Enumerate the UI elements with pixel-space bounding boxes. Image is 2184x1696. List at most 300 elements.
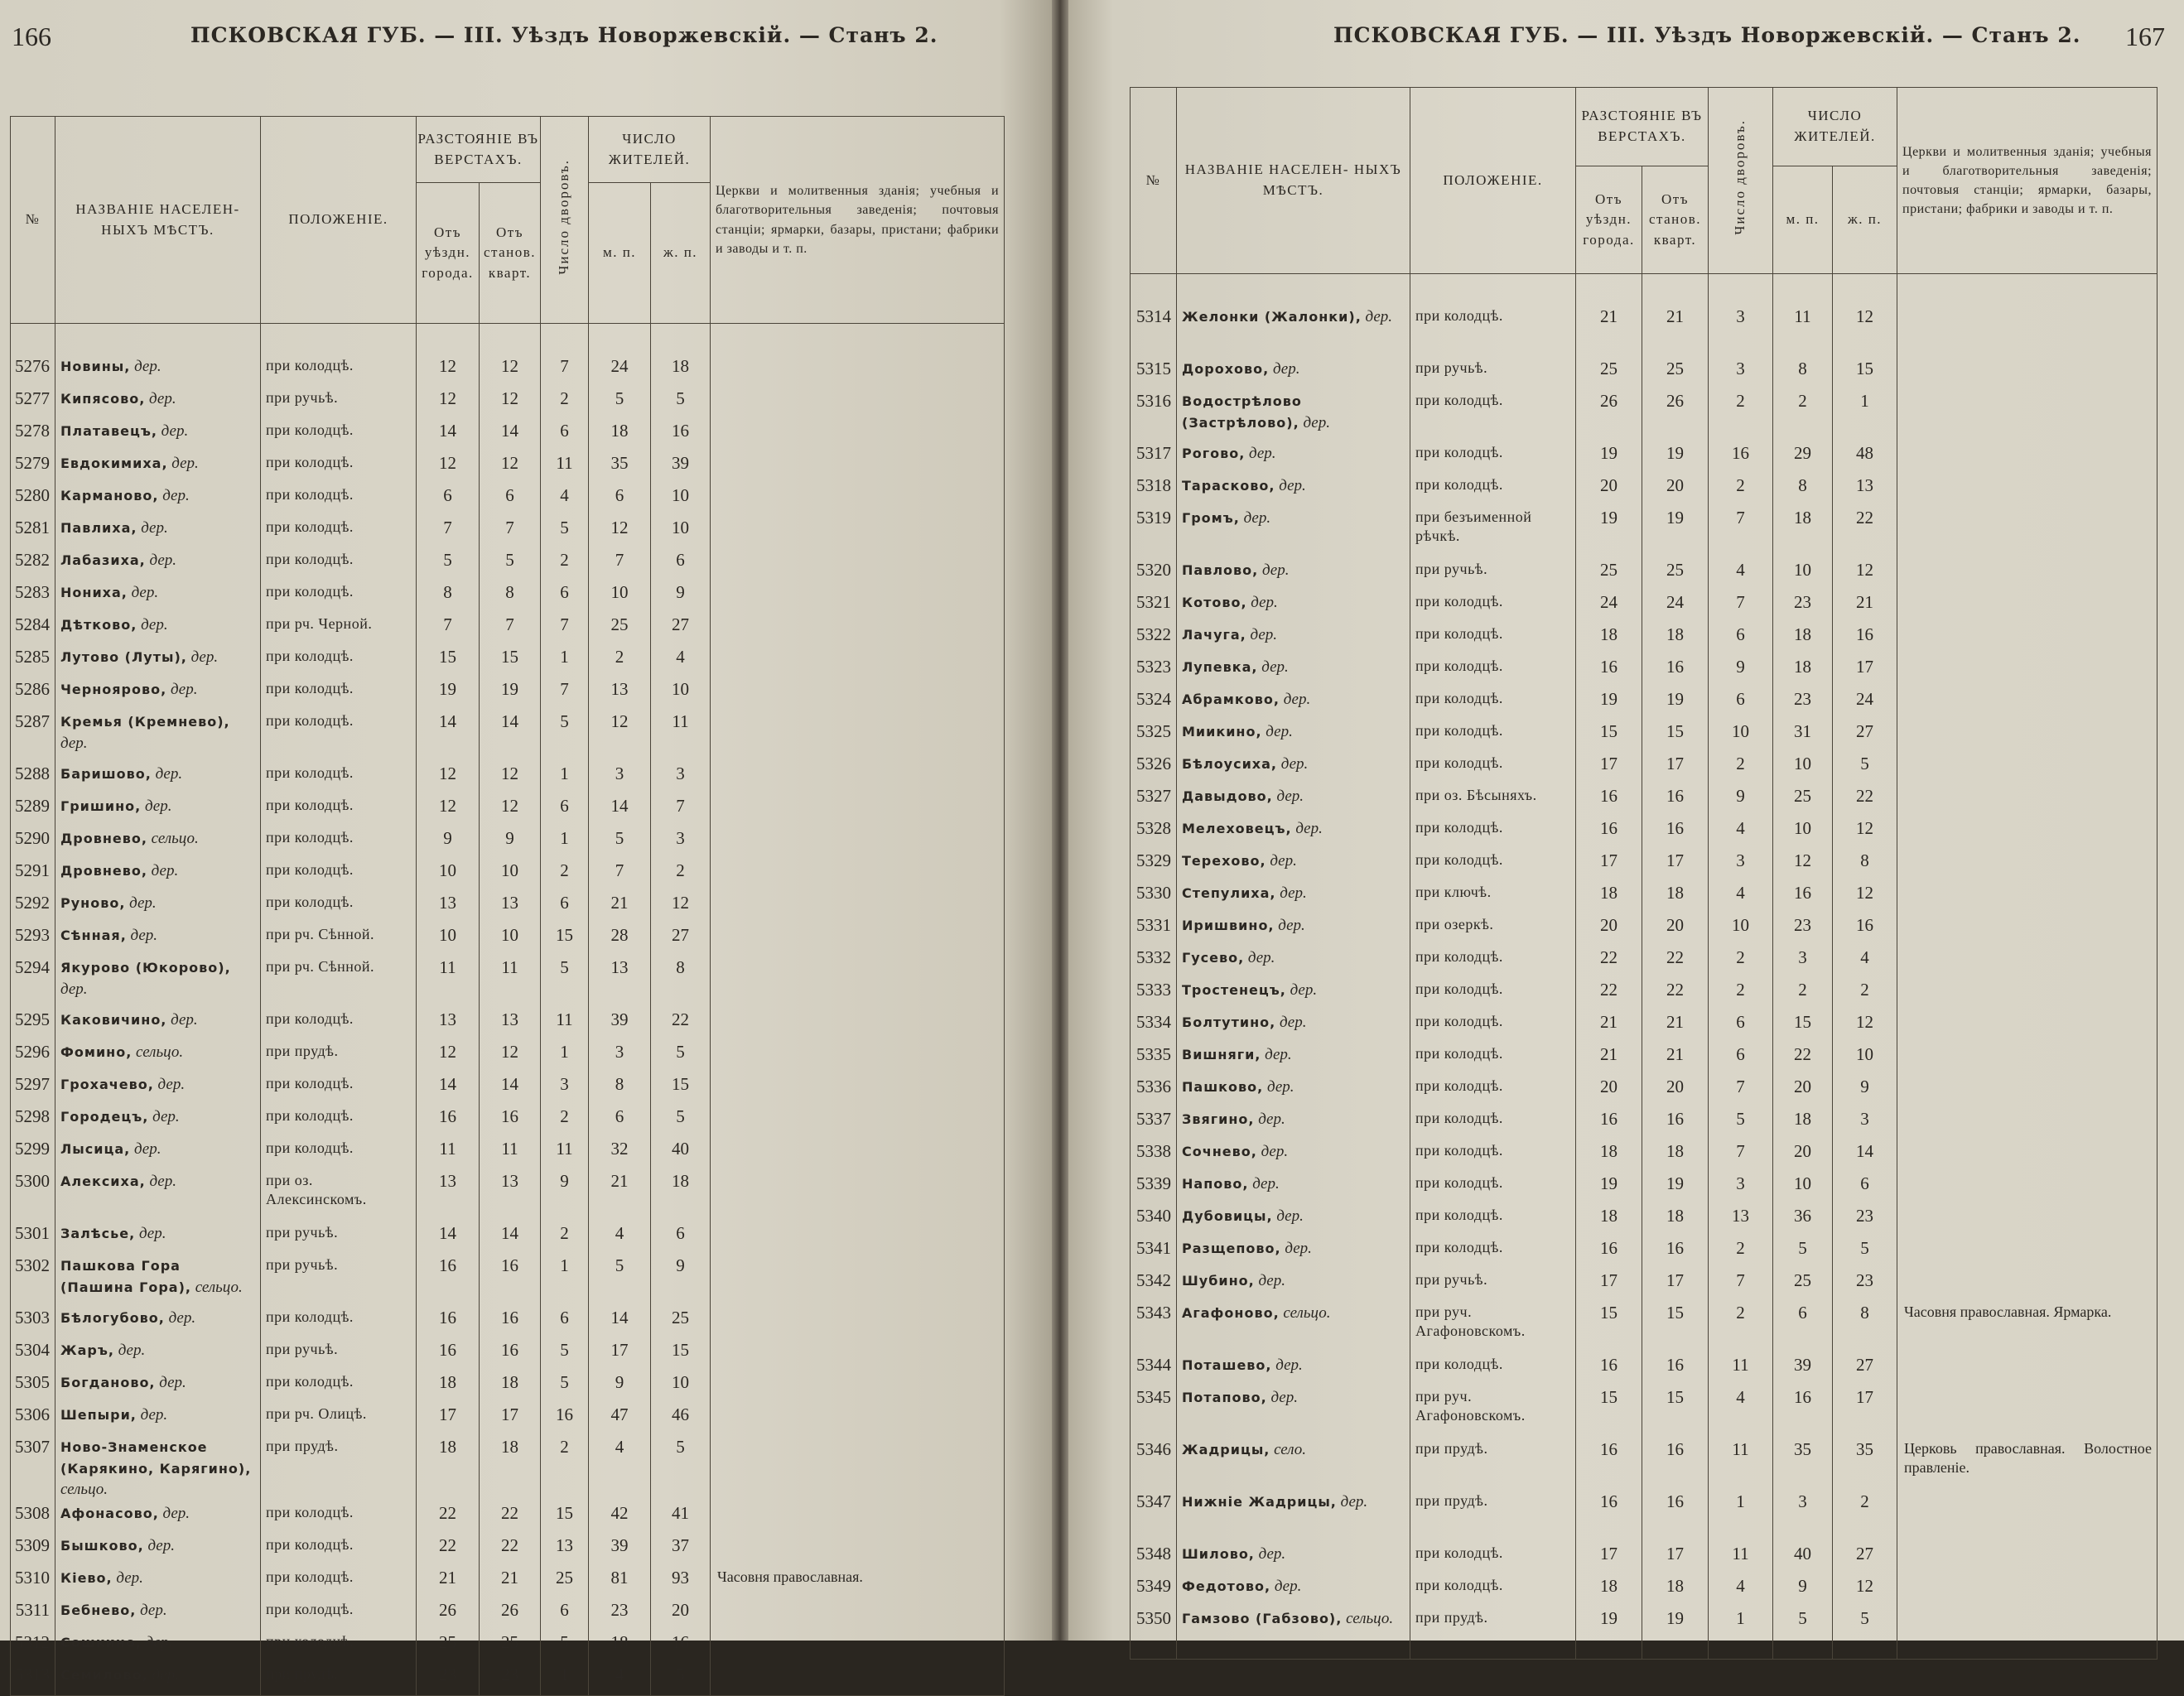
- settlement-title: Бѣлоусиха,: [1182, 756, 1277, 772]
- table-row: [11, 762, 1005, 794]
- female-count: 22: [1833, 506, 1897, 558]
- row-notes: [1897, 1075, 2157, 1107]
- table-row: [1131, 441, 2157, 474]
- distance-from-town: 18: [1576, 881, 1642, 913]
- female-count: 5: [1833, 1236, 1897, 1269]
- male-count: 20: [1773, 1140, 1833, 1172]
- settlement-type: дер.: [1278, 917, 1305, 934]
- settlement-type: дер.: [1243, 509, 1271, 527]
- male-count: 23: [1773, 590, 1833, 623]
- female-count: 14: [1833, 1140, 1897, 1172]
- row-position: при прудѣ.: [261, 1040, 417, 1072]
- row-notes: [1897, 752, 2157, 784]
- settlement-title: Разщепово,: [1182, 1241, 1281, 1256]
- distance-from-stan: 18: [1642, 1574, 1709, 1607]
- female-count: 41: [651, 1501, 711, 1534]
- row-position: при колодцѣ.: [261, 1371, 417, 1403]
- row-notes: [711, 1254, 1005, 1306]
- settlement-type: дер.: [144, 797, 172, 815]
- male-count: 36: [1773, 1204, 1833, 1236]
- row-position: при колодцѣ.: [261, 1631, 417, 1663]
- female-count: 3: [651, 826, 711, 859]
- households-count: 1: [541, 645, 589, 677]
- settlement-title: Богданово,: [60, 1375, 156, 1390]
- row-position: при колодцѣ.: [1410, 655, 1576, 687]
- header-name: НАЗВАНІЕ НАСЕЛЕН- НЫХЪ МѢСТЪ.: [1177, 88, 1410, 274]
- male-count: 7: [589, 859, 651, 891]
- row-number: 5319: [1131, 506, 1177, 558]
- row-notes: [711, 613, 1005, 645]
- table-row: [11, 1371, 1005, 1403]
- settlement-type: дер.: [171, 455, 199, 472]
- distance-from-town: 16: [417, 1306, 480, 1338]
- male-count: 25: [1773, 784, 1833, 817]
- row-number: 5292: [11, 891, 55, 923]
- distance-from-stan: 13: [480, 1169, 541, 1221]
- settlement-title: Алексиха,: [60, 1173, 146, 1189]
- settlement-name: [1177, 1301, 1410, 1353]
- settlement-name: [55, 516, 261, 548]
- settlement-name: [55, 1598, 261, 1631]
- distance-from-town: 12: [417, 354, 480, 387]
- table-row: [11, 516, 1005, 548]
- row-position: при колодцѣ.: [1410, 474, 1576, 506]
- distance-from-stan: 25: [480, 1631, 541, 1663]
- settlement-type: дер.: [149, 390, 176, 407]
- table-row: [1131, 506, 2157, 558]
- households-count: 2: [541, 387, 589, 419]
- distance-from-stan: 16: [480, 1338, 541, 1371]
- table-row: [1131, 784, 2157, 817]
- settlement-name: [1177, 655, 1410, 687]
- row-position: при колодцѣ.: [1410, 389, 1576, 441]
- row-notes: [711, 794, 1005, 826]
- row-notes: [711, 1040, 1005, 1072]
- table-row: [1131, 752, 2157, 784]
- households-count: 2: [541, 1221, 589, 1254]
- settlement-title: Миикино,: [1182, 724, 1262, 740]
- row-number: 5313: [11, 1663, 55, 1696]
- settlement-type: дер.: [151, 862, 179, 879]
- households-count: 10: [1709, 720, 1773, 752]
- households-count: 13: [541, 1534, 589, 1566]
- distance-from-stan: 6: [480, 484, 541, 516]
- settlement-title: Вишняги,: [1182, 1047, 1261, 1062]
- row-notes: [711, 1221, 1005, 1254]
- row-notes: [711, 1403, 1005, 1435]
- households-count: 2: [541, 859, 589, 891]
- row-number: 5325: [1131, 720, 1177, 752]
- settlement-type: дер.: [1295, 820, 1323, 837]
- table-row: [11, 1403, 1005, 1435]
- settlement-name: [55, 1221, 261, 1254]
- settlement-title: Нониха,: [60, 585, 128, 600]
- distance-from-stan: 18: [480, 1371, 541, 1403]
- row-notes: [711, 1534, 1005, 1566]
- distance-from-town: 16: [417, 1338, 480, 1371]
- households-count: 4: [1709, 558, 1773, 590]
- settlement-title: Тростенецъ,: [1182, 982, 1286, 998]
- settlement-title: Павлово,: [1182, 562, 1259, 578]
- settlement-type: дер.: [155, 765, 183, 783]
- distance-from-town: 14: [417, 1221, 480, 1254]
- distance-from-town: 18: [1576, 623, 1642, 655]
- row-position: при колодцѣ.: [1410, 1075, 1576, 1107]
- distance-from-town: 17: [1576, 849, 1642, 881]
- settlement-name: [55, 1566, 261, 1598]
- male-count: 10: [589, 581, 651, 613]
- female-count: 17: [1833, 655, 1897, 687]
- row-number: 5284: [11, 613, 55, 645]
- settlement-type: дер.: [1251, 594, 1278, 611]
- row-position: при колодцѣ.: [1410, 817, 1576, 849]
- table-row: [11, 548, 1005, 581]
- female-count: 5: [651, 1105, 711, 1137]
- settlement-title: Потапово,: [1182, 1390, 1267, 1405]
- female-count: 4: [651, 645, 711, 677]
- settlement-name: [55, 677, 261, 710]
- running-head: ПСКОВСКАЯ ГУБ. — III. Уѣздъ Новоржевскій. — Станъ 2.: [1333, 23, 2081, 47]
- table-row: [1131, 305, 2157, 357]
- settlement-type: дер.: [1252, 1175, 1280, 1192]
- female-count: 15: [1833, 357, 1897, 389]
- households-count: 2: [1709, 389, 1773, 441]
- row-number: 5306: [11, 1403, 55, 1435]
- male-count: 10: [1773, 817, 1833, 849]
- settlement-name: [55, 891, 261, 923]
- row-notes: [711, 923, 1005, 956]
- row-number: 5280: [11, 484, 55, 516]
- row-number: 5324: [1131, 687, 1177, 720]
- settlement-name: [55, 826, 261, 859]
- settlement-type: дер.: [118, 1342, 146, 1359]
- distance-from-town: 17: [1576, 1269, 1642, 1301]
- male-count: 10: [1773, 558, 1833, 590]
- settlement-title: Лачуга,: [1182, 627, 1246, 643]
- male-count: 3: [1773, 946, 1833, 978]
- settlement-title: Давыдово,: [1182, 788, 1273, 804]
- distance-from-stan: 17: [1642, 752, 1709, 784]
- settlement-title: Мелеховецъ,: [1182, 821, 1292, 836]
- distance-from-stan: 25: [1642, 357, 1709, 389]
- row-position: при колодцѣ.: [1410, 978, 1576, 1010]
- table-row: [11, 956, 1005, 1008]
- row-position: при колодцѣ.: [1410, 1542, 1576, 1574]
- distance-from-stan: 10: [480, 923, 541, 956]
- households-count: 1: [541, 1040, 589, 1072]
- table-row: [1131, 474, 2157, 506]
- table-row: [11, 419, 1005, 451]
- row-position: при руч. Агафоновскомъ.: [1410, 1385, 1576, 1438]
- female-count: 37: [651, 1534, 711, 1566]
- distance-from-town: 7: [417, 613, 480, 645]
- row-notes: [711, 451, 1005, 484]
- settlement-name: [55, 1631, 261, 1663]
- male-count: 5: [589, 387, 651, 419]
- header-position: ПОЛОЖЕНІЕ.: [1410, 88, 1576, 274]
- distance-from-town: 21: [1576, 1010, 1642, 1043]
- settlement-name: [1177, 1607, 1410, 1660]
- male-count: 13: [589, 677, 651, 710]
- table-row: [11, 1105, 1005, 1137]
- households-count: 6: [541, 1306, 589, 1338]
- distance-from-town: 22: [1576, 978, 1642, 1010]
- row-notes: [711, 1072, 1005, 1105]
- female-count: 4: [1833, 946, 1897, 978]
- female-count: 21: [1833, 590, 1897, 623]
- row-number: 5278: [11, 419, 55, 451]
- table-row: [1131, 1385, 2157, 1438]
- households-count: 4: [1709, 817, 1773, 849]
- distance-from-stan: 9: [480, 826, 541, 859]
- table-row: [11, 1306, 1005, 1338]
- distance-from-town: 21: [417, 1566, 480, 1598]
- households-count: 7: [541, 677, 589, 710]
- distance-from-stan: 16: [1642, 1353, 1709, 1385]
- row-number: 5295: [11, 1008, 55, 1040]
- male-count: 6: [589, 1105, 651, 1137]
- settlement-name: [1177, 849, 1410, 881]
- distance-from-stan: 17: [1642, 1269, 1709, 1301]
- settlement-name: [55, 645, 261, 677]
- row-position: при ручьѣ.: [1410, 558, 1576, 590]
- header-from-town: Отъ уѣздн. города.: [417, 183, 480, 324]
- table-row: [1131, 1438, 2157, 1490]
- female-count: 7: [651, 794, 711, 826]
- male-count: 13: [589, 956, 651, 1008]
- households-count: 5: [541, 1371, 589, 1403]
- distance-from-stan: 24: [1642, 590, 1709, 623]
- households-count: 2: [1709, 474, 1773, 506]
- distance-from-stan: 15: [1642, 720, 1709, 752]
- female-count: 27: [1833, 1542, 1897, 1574]
- distance-from-town: 14: [417, 1072, 480, 1105]
- households-count: 7: [541, 354, 589, 387]
- female-count: 18: [651, 354, 711, 387]
- settlement-type: дер.: [1365, 308, 1393, 325]
- settlement-title: Терехово,: [1182, 853, 1266, 869]
- settlement-name: [1177, 1043, 1410, 1075]
- settlement-title: Черноярово,: [60, 682, 167, 697]
- female-count: 24: [1833, 687, 1897, 720]
- settlement-title: Гусево,: [1182, 950, 1245, 966]
- table-row: [11, 484, 1005, 516]
- row-number: 5346: [1131, 1438, 1177, 1490]
- settlement-name: [1177, 913, 1410, 946]
- row-number: 5303: [11, 1306, 55, 1338]
- row-number: 5302: [11, 1254, 55, 1306]
- row-position: при колодцѣ.: [261, 794, 417, 826]
- row-position: при озеркѣ.: [1410, 913, 1576, 946]
- female-count: 15: [651, 1072, 711, 1105]
- distance-from-stan: 15: [1642, 1385, 1709, 1438]
- female-count: 5: [651, 1040, 711, 1072]
- female-count: 35: [1833, 1438, 1897, 1490]
- header-notes: Церкви и молитвенныя зданія; учебныя и благотворительныя заведенія; почтовыя станціи; ярмарки, базары, пристани; фабрики и заводы и т. п.: [711, 117, 1005, 324]
- settlement-type: дер.: [116, 1568, 143, 1587]
- distance-from-stan: 21: [1642, 1043, 1709, 1075]
- settlement-title: Кіево,: [60, 1569, 113, 1586]
- distance-from-stan: 17: [1642, 1542, 1709, 1574]
- table-row: [1131, 1607, 2157, 1660]
- settlement-title: Евдокимиха,: [60, 455, 168, 471]
- distance-from-town: 7: [417, 516, 480, 548]
- table-row: [1131, 1107, 2157, 1140]
- table-row: [11, 451, 1005, 484]
- households-count: 1: [541, 762, 589, 794]
- row-position: при колодцѣ.: [261, 451, 417, 484]
- row-position: при колодцѣ.: [1410, 1172, 1576, 1204]
- row-notes: [711, 645, 1005, 677]
- right-page: [1068, 0, 2184, 1641]
- settlement-type: дер.: [1276, 788, 1304, 805]
- settlement-name: [1177, 1269, 1410, 1301]
- households-count: 2: [1709, 946, 1773, 978]
- settlement-name: [55, 1008, 261, 1040]
- settlement-name: [55, 710, 261, 762]
- households-count: 3: [1709, 357, 1773, 389]
- settlement-title: Рогово,: [1182, 446, 1246, 461]
- distance-from-town: 12: [417, 794, 480, 826]
- settlement-name: [1177, 623, 1410, 655]
- distance-from-town: 22: [417, 1501, 480, 1534]
- distance-from-stan: 26: [1642, 389, 1709, 441]
- female-count: 10: [651, 1371, 711, 1403]
- settlement-name: [55, 484, 261, 516]
- settlement-type: дер.: [60, 980, 88, 998]
- row-position: при оз. Алексинскомъ.: [261, 1169, 417, 1221]
- row-number: 5297: [11, 1072, 55, 1105]
- table-row: [11, 826, 1005, 859]
- settlement-title: Бышково,: [60, 1537, 144, 1554]
- settlement-title: Гришино,: [60, 798, 142, 814]
- settlement-name: [55, 1501, 261, 1534]
- row-notes: [1897, 1574, 2157, 1607]
- female-count: 6: [1833, 1172, 1897, 1204]
- header-male: м. п.: [1773, 166, 1833, 274]
- row-notes: [711, 956, 1005, 1008]
- settlement-title: Павлиха,: [60, 520, 137, 536]
- settlement-title: Дровнево,: [60, 831, 147, 846]
- female-count: 12: [1833, 1010, 1897, 1043]
- households-count: 16: [1709, 441, 1773, 474]
- table-row: [1131, 687, 2157, 720]
- female-count: 93: [651, 1566, 711, 1598]
- male-count: 17: [589, 1338, 651, 1371]
- distance-from-stan: 26: [480, 1598, 541, 1631]
- male-count: 5: [589, 826, 651, 859]
- settlement-name: [1177, 1542, 1410, 1574]
- distance-from-town: 9: [417, 826, 480, 859]
- row-notes: [1897, 1607, 2157, 1660]
- row-number: 5299: [11, 1137, 55, 1169]
- settlement-title: Пашкова Гора (Пашина Гора),: [60, 1258, 191, 1295]
- households-count: 5: [541, 956, 589, 1008]
- settlement-title: Жадрицы,: [1182, 1442, 1270, 1458]
- settlement-name: [55, 1371, 261, 1403]
- distance-from-town: 18: [1576, 1574, 1642, 1607]
- row-number: 5342: [1131, 1269, 1177, 1301]
- row-number: 5335: [1131, 1043, 1177, 1075]
- male-count: 12: [589, 516, 651, 548]
- settlement-type: дер.: [157, 1076, 186, 1093]
- row-position: при рч. Сѣнной.: [261, 923, 417, 956]
- row-notes: [1897, 946, 2157, 978]
- distance-from-town: 16: [1576, 1490, 1642, 1542]
- settlement-type: дер.: [1272, 360, 1300, 378]
- distance-from-stan: 25: [1642, 558, 1709, 590]
- row-position: при прудѣ.: [1410, 1490, 1576, 1542]
- row-position: при колодцѣ.: [261, 677, 417, 710]
- distance-from-town: 19: [1576, 1172, 1642, 1204]
- row-notes: [1897, 590, 2157, 623]
- distance-from-town: 18: [417, 1371, 480, 1403]
- distance-from-town: 16: [1576, 1438, 1642, 1490]
- header-from-stan: Отъ станов. кварт.: [1642, 166, 1709, 274]
- distance-from-stan: 11: [480, 1137, 541, 1169]
- settlement-type: дер.: [1279, 477, 1306, 494]
- households-count: 7: [1709, 1140, 1773, 1172]
- distance-from-town: 24: [1576, 590, 1642, 623]
- settlement-type: дер.: [190, 648, 219, 666]
- row-number: 5293: [11, 923, 55, 956]
- settlement-type: сельцо.: [195, 1278, 243, 1296]
- header-from-stan: Отъ станов. кварт.: [480, 183, 541, 324]
- female-count: 5: [651, 1663, 711, 1696]
- distance-from-stan: 19: [1642, 1607, 1709, 1660]
- settlement-name: [55, 1105, 261, 1137]
- distance-from-town: 22: [1576, 946, 1642, 978]
- distance-from-town: 16: [1576, 784, 1642, 817]
- female-count: 8: [1833, 849, 1897, 881]
- female-count: 5: [651, 387, 711, 419]
- table-row: [11, 677, 1005, 710]
- row-notes: [1897, 558, 2157, 590]
- row-position: при колодцѣ.: [261, 1008, 417, 1040]
- row-position: при колодцѣ.: [1410, 1353, 1576, 1385]
- row-notes: [1897, 305, 2157, 357]
- settlement-name: [1177, 881, 1410, 913]
- female-count: 10: [651, 677, 711, 710]
- table-spacer: [11, 324, 1005, 355]
- households-count: 15: [541, 923, 589, 956]
- female-count: 16: [1833, 623, 1897, 655]
- settlements-table: [1130, 87, 2157, 1660]
- row-number: 5344: [1131, 1353, 1177, 1385]
- female-count: 1: [1833, 389, 1897, 441]
- distance-from-town: 18: [1576, 1140, 1642, 1172]
- households-count: 25: [541, 1566, 589, 1598]
- female-count: 3: [651, 762, 711, 794]
- row-notes: [711, 419, 1005, 451]
- row-position: при колодцѣ.: [261, 1534, 417, 1566]
- distance-from-stan: 17: [480, 1403, 541, 1435]
- page-number: 167: [2125, 22, 2165, 51]
- row-notes: [1897, 1385, 2157, 1438]
- distance-from-town: 5: [417, 548, 480, 581]
- settlement-title: Семилово,: [60, 1666, 148, 1683]
- row-number: 5326: [1131, 752, 1177, 784]
- table-row: [1131, 913, 2157, 946]
- settlement-type: дер.: [1290, 981, 1318, 999]
- settlement-type: сельцо.: [60, 1481, 108, 1499]
- settlement-type: дер.: [1258, 1272, 1285, 1289]
- distance-from-town: 19: [1576, 687, 1642, 720]
- row-number: 5294: [11, 956, 55, 1008]
- female-count: 15: [651, 1338, 711, 1371]
- row-position: при ручьѣ.: [261, 1221, 417, 1254]
- settlement-type: дер.: [171, 1011, 198, 1029]
